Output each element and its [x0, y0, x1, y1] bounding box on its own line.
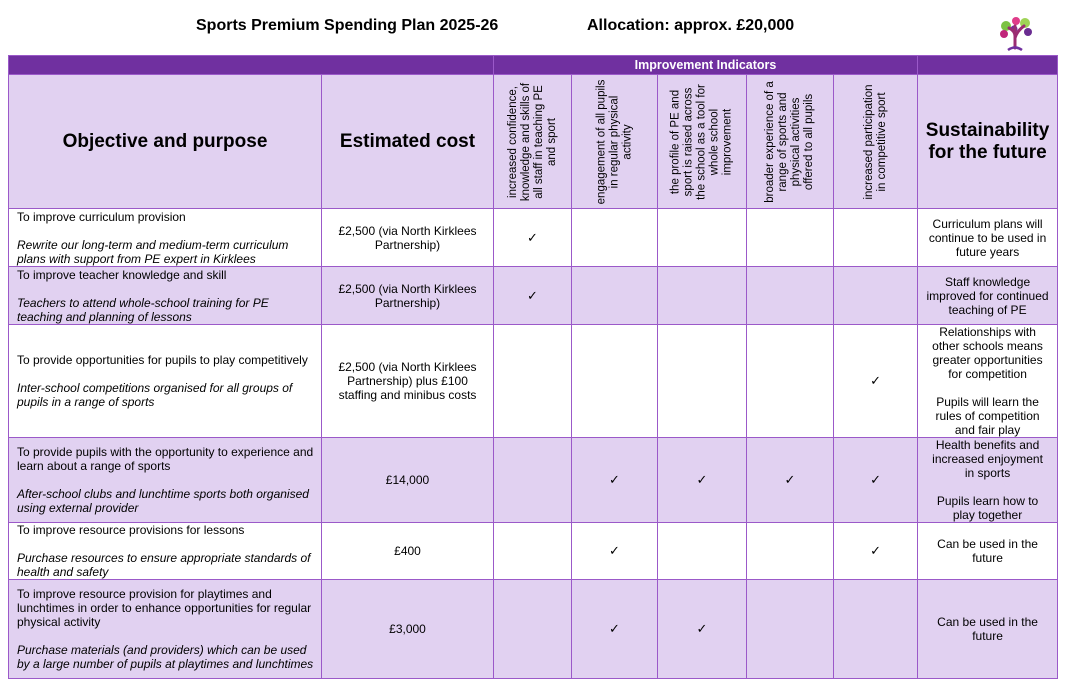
checkmark-icon: ✓	[696, 621, 708, 636]
tree-people-logo-icon	[994, 14, 1038, 54]
sustainability-text: Relationships with other schools means greater opportunities for competition	[932, 325, 1043, 381]
tick-cell	[494, 523, 572, 580]
tick-cell	[658, 209, 747, 267]
tick-cell	[834, 209, 918, 267]
tick-cell	[658, 580, 747, 679]
improvement-indicators-label: Improvement Indicators	[494, 56, 918, 75]
tick-cell	[834, 438, 918, 523]
title-bar	[0, 0, 1068, 54]
objective-cell	[9, 523, 322, 580]
table-row	[9, 438, 1058, 523]
tick-cell	[494, 580, 572, 679]
column-header-row	[9, 75, 1058, 209]
indicator-header-broader-experience: broader experience of a range of sports and physical activities offered to all pupils	[747, 75, 834, 209]
tick-cell	[572, 267, 658, 325]
table-row	[9, 523, 1058, 580]
tick-cell	[834, 267, 918, 325]
indicator-header-competitive-sport: increased participation in competitive sport	[834, 75, 918, 209]
objective-cell	[9, 325, 322, 438]
objective-cell	[9, 580, 322, 679]
objective-purpose: To improve resource provision for playtimes and lunchtimes in order to enhance opportunities for regular physical activity	[17, 587, 312, 629]
tick-cell	[658, 325, 747, 438]
objective-purpose: To provide opportunities for pupils to play competitively	[17, 353, 308, 367]
sustainability-header: Sustainability for the future	[918, 75, 1058, 209]
tick-cell	[747, 523, 834, 580]
cost-cell: £14,000	[322, 438, 494, 523]
sustainability-text: Curriculum plans will continue to be used in future years	[928, 216, 1047, 259]
tick-cell	[834, 523, 918, 580]
improvement-indicators-band	[9, 56, 1058, 75]
tick-cell	[658, 267, 747, 325]
spending-plan-table	[8, 55, 1058, 679]
document-title: Sports Premium Spending Plan 2025-26	[196, 17, 499, 34]
sustainability-text: Health benefits and increased enjoyment in sports	[932, 438, 1043, 480]
sustainability-cell	[918, 325, 1058, 438]
tick-cell	[494, 438, 572, 523]
objective-detail: Purchase resources to ensure appropriate standards of health and safety	[17, 551, 311, 579]
cost-header: Estimated cost	[322, 75, 494, 209]
objective-purpose: To improve curriculum provision	[17, 209, 186, 224]
checkmark-icon: ✓	[609, 472, 620, 487]
table-row	[9, 325, 1058, 438]
tick-cell	[747, 438, 834, 523]
indicator-header-profile: the profile of PE and sport is raised across the school as a tool for whole school improvement	[658, 75, 747, 209]
checkmark-icon: ✓	[527, 287, 538, 303]
objective-detail: Rewrite our long-term and medium-term curriculum plans with support from PE expert in Kirklees	[17, 237, 289, 266]
sustainability-text: Staff knowledge improved for continued teaching of PE	[926, 274, 1049, 317]
checkmark-icon: ✓	[609, 621, 620, 636]
cost-cell: £3,000	[322, 580, 494, 679]
tick-cell	[747, 325, 834, 438]
table-row	[9, 580, 1058, 679]
checkmark-icon: ✓	[870, 543, 881, 558]
tick-cell	[572, 209, 658, 267]
band-spacer	[9, 56, 494, 75]
tick-cell	[494, 325, 572, 438]
objective-purpose: To provide pupils with the opportunity to experience and learn about a range of sports	[17, 445, 314, 473]
objective-cell	[9, 209, 322, 267]
cost-cell: £2,500 (via North Kirklees Partnership)	[322, 267, 494, 325]
tick-cell	[572, 523, 658, 580]
band-spacer	[918, 56, 1058, 75]
tick-cell	[747, 267, 834, 325]
sustainability-cell	[918, 209, 1058, 267]
cost-cell: £2,500 (via North Kirklees Partnership) plus £100 staffing and minibus costs	[322, 325, 494, 438]
sustainability-cell	[918, 438, 1058, 523]
objective-detail: After-school clubs and lunchtime sports both organised using external provider	[17, 487, 309, 515]
sustainability-cell	[918, 580, 1058, 679]
sustainability-text: Can be used in the future	[937, 615, 1038, 643]
checkmark-icon: ✓	[870, 472, 881, 487]
checkmark-icon: ✓	[784, 472, 796, 487]
checkmark-icon: ✓	[527, 229, 538, 245]
tick-cell	[834, 325, 918, 438]
tick-cell	[572, 325, 658, 438]
table-row	[9, 209, 1058, 267]
tick-cell	[572, 438, 658, 523]
cost-cell: £2,500 (via North Kirklees Partnership)	[322, 209, 494, 267]
tick-cell	[572, 580, 658, 679]
objective-detail: Purchase materials (and providers) which can be used by a large number of pupils at playtimes and lunchtimes	[17, 643, 314, 671]
tick-cell	[658, 438, 747, 523]
objective-purpose: To improve resource provisions for lessons	[17, 523, 245, 537]
tick-cell	[658, 523, 747, 580]
objective-detail: Teachers to attend whole-school training for PE teaching and planning of lessons	[17, 295, 269, 324]
indicator-header-staff-confidence: increased confidence, knowledge and skills of all staff in teaching PE and sport	[494, 75, 572, 209]
tick-cell	[834, 580, 918, 679]
tick-cell	[494, 209, 572, 267]
cost-cell: £400	[322, 523, 494, 580]
indicator-header-engagement: engagement of all pupils in regular physical activity	[572, 75, 658, 209]
objective-cell	[9, 267, 322, 325]
sustainability-text: Pupils learn how to play together	[936, 494, 1039, 522]
tick-cell	[494, 267, 572, 325]
sustainability-cell	[918, 523, 1058, 580]
sustainability-text: Pupils will learn the rules of competition and fair play	[935, 395, 1040, 437]
checkmark-icon: ✓	[870, 373, 881, 388]
checkmark-icon: ✓	[696, 472, 708, 487]
objective-purpose: To improve teacher knowledge and skill	[17, 267, 227, 282]
tick-cell	[747, 209, 834, 267]
sustainability-text: Can be used in the future	[937, 537, 1038, 565]
checkmark-icon: ✓	[609, 543, 620, 558]
objective-cell	[9, 438, 322, 523]
table-row	[9, 267, 1058, 325]
allocation-text: Allocation: approx. £20,000	[587, 17, 795, 34]
sustainability-cell	[918, 267, 1058, 325]
objective-header: Objective and purpose	[9, 75, 322, 209]
objective-detail: Inter-school competitions organised for all groups of pupils in a range of sports	[17, 381, 293, 409]
tick-cell	[747, 580, 834, 679]
